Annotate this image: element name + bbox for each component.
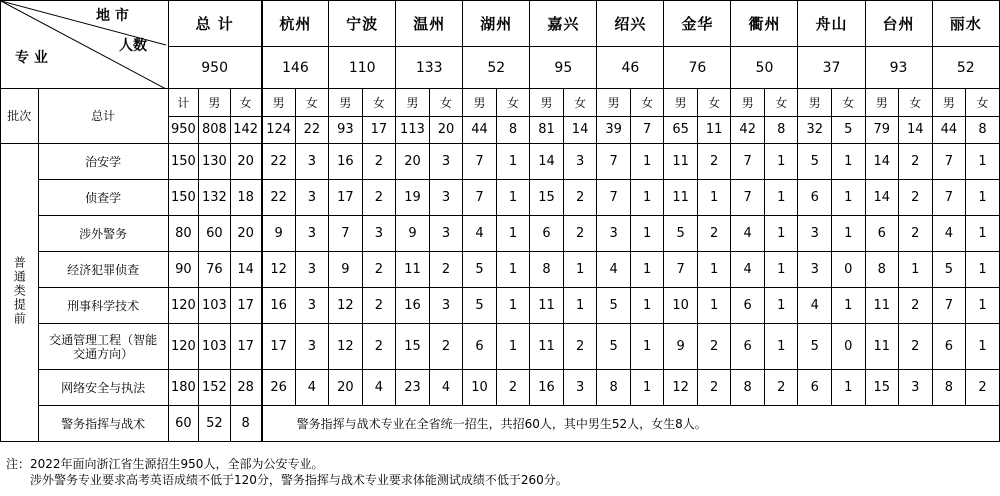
batch-total-cell: 808 bbox=[199, 117, 230, 144]
value-cell: 60 bbox=[199, 216, 230, 252]
value-cell: 1 bbox=[764, 144, 798, 180]
value-cell: 3 bbox=[429, 144, 463, 180]
value-cell: 6 bbox=[731, 288, 765, 324]
value-cell: 16 bbox=[530, 370, 564, 406]
batch-total-cell: 11 bbox=[697, 117, 731, 144]
value-cell: 6 bbox=[731, 324, 765, 370]
value-cell: 103 bbox=[199, 324, 230, 370]
value-cell: 1 bbox=[832, 144, 866, 180]
value-cell: 4 bbox=[731, 216, 765, 252]
value-cell: 6 bbox=[463, 324, 497, 370]
value-cell: 3 bbox=[563, 144, 597, 180]
value-cell: 1 bbox=[966, 216, 1000, 252]
value-cell: 3 bbox=[295, 252, 329, 288]
value-cell: 15 bbox=[396, 324, 430, 370]
value-cell: 150 bbox=[168, 180, 198, 216]
major-name: 警务指挥与战术 bbox=[38, 406, 168, 442]
value-cell: 4 bbox=[429, 370, 463, 406]
batch-total-cell: 14 bbox=[899, 117, 933, 144]
value-cell: 1 bbox=[697, 288, 731, 324]
value-cell: 11 bbox=[396, 252, 430, 288]
batch-total-cell: 7 bbox=[630, 117, 664, 144]
value-cell: 7 bbox=[463, 144, 497, 180]
value-cell: 3 bbox=[429, 216, 463, 252]
region-name: 温州 bbox=[396, 1, 463, 47]
value-cell: 6 bbox=[798, 370, 832, 406]
value-cell: 1 bbox=[899, 252, 933, 288]
sub-header-male: 男 bbox=[664, 89, 698, 117]
value-cell: 2 bbox=[362, 252, 396, 288]
value-cell: 2 bbox=[563, 324, 597, 370]
batch-total-cell: 81 bbox=[530, 117, 564, 144]
value-cell: 1 bbox=[496, 288, 530, 324]
value-cell: 1 bbox=[832, 180, 866, 216]
value-cell: 3 bbox=[798, 252, 832, 288]
region-name: 宁波 bbox=[329, 1, 396, 47]
value-cell: 8 bbox=[865, 252, 899, 288]
value-cell: 14 bbox=[530, 144, 564, 180]
value-cell: 11 bbox=[865, 324, 899, 370]
value-cell: 1 bbox=[966, 180, 1000, 216]
batch-total-cell: 124 bbox=[262, 117, 296, 144]
batch-total-cell: 17 bbox=[362, 117, 396, 144]
value-cell: 7 bbox=[463, 180, 497, 216]
sub-header-male: 男 bbox=[530, 89, 564, 117]
table-row bbox=[1, 216, 1000, 252]
value-cell: 1 bbox=[630, 144, 664, 180]
value-cell: 16 bbox=[262, 288, 296, 324]
value-cell: 2 bbox=[899, 216, 933, 252]
value-cell: 3 bbox=[295, 324, 329, 370]
table-row bbox=[1, 288, 1000, 324]
value-cell: 3 bbox=[295, 216, 329, 252]
major-name: 侦查学 bbox=[38, 180, 168, 216]
value-cell: 2 bbox=[697, 324, 731, 370]
value-cell: 2 bbox=[697, 370, 731, 406]
value-cell: 16 bbox=[329, 144, 363, 180]
value-cell: 2 bbox=[563, 180, 597, 216]
value-cell: 28 bbox=[230, 370, 262, 406]
sub-header-male: 男 bbox=[597, 89, 631, 117]
value-cell: 20 bbox=[230, 216, 262, 252]
value-cell: 2 bbox=[697, 216, 731, 252]
value-cell: 1 bbox=[630, 324, 664, 370]
value-cell: 1 bbox=[966, 288, 1000, 324]
sub-header-female: 女 bbox=[630, 89, 664, 117]
sub-header-male: 男 bbox=[329, 89, 363, 117]
value-cell: 0 bbox=[832, 324, 866, 370]
value-cell: 2 bbox=[764, 370, 798, 406]
value-cell: 1 bbox=[496, 324, 530, 370]
value-cell: 7 bbox=[597, 144, 631, 180]
value-cell: 12 bbox=[329, 324, 363, 370]
region-count: 133 bbox=[396, 47, 463, 89]
corner-major-label: 专 业 bbox=[15, 50, 48, 66]
sub-header-female: 女 bbox=[295, 89, 329, 117]
value-cell: 2 bbox=[899, 324, 933, 370]
value-cell: 1 bbox=[630, 216, 664, 252]
value-cell: 150 bbox=[168, 144, 198, 180]
major-name: 涉外警务 bbox=[38, 216, 168, 252]
table-row bbox=[1, 144, 1000, 180]
value-cell: 1 bbox=[697, 252, 731, 288]
value-cell: 8 bbox=[530, 252, 564, 288]
value-cell: 4 bbox=[597, 252, 631, 288]
value-cell: 120 bbox=[168, 288, 198, 324]
sub-header-male: 男 bbox=[865, 89, 899, 117]
value-cell: 4 bbox=[463, 216, 497, 252]
batch-total-cell: 79 bbox=[865, 117, 899, 144]
footnote-line: 注：2022年面向浙江省生源招生950人，全部为公安专业。 bbox=[6, 457, 324, 471]
value-cell: 7 bbox=[597, 180, 631, 216]
value-cell: 52 bbox=[199, 406, 230, 442]
value-cell: 3 bbox=[295, 144, 329, 180]
region-count: 93 bbox=[865, 47, 932, 89]
sub-header-female: 女 bbox=[496, 89, 530, 117]
value-cell: 7 bbox=[731, 180, 765, 216]
value-cell: 6 bbox=[798, 180, 832, 216]
batch-total-cell: 22 bbox=[295, 117, 329, 144]
value-cell: 4 bbox=[932, 216, 966, 252]
footnote-line: 涉外警务专业要求高考英语成绩不低于120分，警务指挥与战术专业要求体能测试成绩不低于260分。 bbox=[6, 473, 568, 487]
batch-total-cell: 93 bbox=[329, 117, 363, 144]
value-cell: 17 bbox=[230, 288, 262, 324]
value-cell: 4 bbox=[295, 370, 329, 406]
major-name: 经济犯罪侦查 bbox=[38, 252, 168, 288]
region-name: 台州 bbox=[865, 1, 932, 47]
footnotes bbox=[6, 456, 568, 488]
region-count: 52 bbox=[463, 47, 530, 89]
value-cell: 4 bbox=[798, 288, 832, 324]
value-cell: 17 bbox=[230, 324, 262, 370]
value-cell: 1 bbox=[966, 324, 1000, 370]
value-cell: 6 bbox=[865, 216, 899, 252]
value-cell: 10 bbox=[463, 370, 497, 406]
value-cell: 17 bbox=[262, 324, 296, 370]
value-cell: 2 bbox=[899, 288, 933, 324]
region-name: 衢州 bbox=[731, 1, 798, 47]
value-cell: 11 bbox=[865, 288, 899, 324]
value-cell: 8 bbox=[932, 370, 966, 406]
value-cell: 26 bbox=[262, 370, 296, 406]
value-cell: 152 bbox=[199, 370, 230, 406]
value-cell: 1 bbox=[630, 370, 664, 406]
value-cell: 15 bbox=[530, 180, 564, 216]
value-cell: 5 bbox=[664, 216, 698, 252]
region-count: 52 bbox=[932, 47, 999, 89]
sub-header-male: 男 bbox=[731, 89, 765, 117]
value-cell: 7 bbox=[329, 216, 363, 252]
value-cell: 8 bbox=[731, 370, 765, 406]
table-row bbox=[1, 406, 1000, 442]
value-cell: 7 bbox=[932, 180, 966, 216]
value-cell: 2 bbox=[362, 324, 396, 370]
value-cell: 1 bbox=[630, 252, 664, 288]
value-cell: 80 bbox=[168, 216, 198, 252]
value-cell: 7 bbox=[664, 252, 698, 288]
value-cell: 1 bbox=[832, 288, 866, 324]
batch-total-cell: 39 bbox=[597, 117, 631, 144]
sub-header-male: 男 bbox=[463, 89, 497, 117]
value-cell: 7 bbox=[932, 144, 966, 180]
value-cell: 6 bbox=[530, 216, 564, 252]
value-cell: 12 bbox=[329, 288, 363, 324]
corner-count-label: 人数 bbox=[119, 38, 147, 54]
region-count: 146 bbox=[262, 47, 329, 89]
batch-total-cell: 5 bbox=[832, 117, 866, 144]
sub-header-male: 男 bbox=[932, 89, 966, 117]
value-cell: 3 bbox=[429, 180, 463, 216]
value-cell: 2 bbox=[899, 144, 933, 180]
table-row bbox=[1, 180, 1000, 216]
value-cell: 2 bbox=[899, 180, 933, 216]
sub-header-male: 男 bbox=[798, 89, 832, 117]
table-row bbox=[1, 370, 1000, 406]
value-cell: 12 bbox=[262, 252, 296, 288]
batch-total-cell: 8 bbox=[966, 117, 1000, 144]
sub-header-female: 女 bbox=[966, 89, 1000, 117]
batch-total-cell: 20 bbox=[429, 117, 463, 144]
value-cell: 1 bbox=[630, 180, 664, 216]
value-cell: 1 bbox=[966, 144, 1000, 180]
major-name: 刑事科学技术 bbox=[38, 288, 168, 324]
table-row bbox=[1, 252, 1000, 288]
sub-header-female: 女 bbox=[362, 89, 396, 117]
value-cell: 11 bbox=[664, 144, 698, 180]
value-cell: 14 bbox=[865, 180, 899, 216]
sub-header-female: 女 bbox=[832, 89, 866, 117]
sub-header-female: 女 bbox=[429, 89, 463, 117]
value-cell: 3 bbox=[362, 216, 396, 252]
value-cell: 11 bbox=[664, 180, 698, 216]
value-cell: 130 bbox=[199, 144, 230, 180]
value-cell: 103 bbox=[199, 288, 230, 324]
batch-header: 批次 bbox=[1, 89, 39, 144]
batch-total-label: 总计 bbox=[38, 89, 168, 144]
value-cell: 1 bbox=[496, 144, 530, 180]
batch-total-cell: 8 bbox=[496, 117, 530, 144]
sub-header-female: 女 bbox=[764, 89, 798, 117]
value-cell: 2 bbox=[697, 144, 731, 180]
value-cell: 1 bbox=[764, 252, 798, 288]
table-row bbox=[1, 324, 1000, 370]
value-cell: 18 bbox=[230, 180, 262, 216]
value-cell: 1 bbox=[697, 180, 731, 216]
region-name: 嘉兴 bbox=[530, 1, 597, 47]
value-cell: 5 bbox=[597, 288, 631, 324]
batch-total-cell: 65 bbox=[664, 117, 698, 144]
value-cell: 5 bbox=[463, 288, 497, 324]
value-cell: 20 bbox=[396, 144, 430, 180]
value-cell: 2 bbox=[563, 216, 597, 252]
value-cell: 15 bbox=[865, 370, 899, 406]
value-cell: 5 bbox=[597, 324, 631, 370]
value-cell: 2 bbox=[362, 288, 396, 324]
sub-header-female: 女 bbox=[563, 89, 597, 117]
value-cell: 1 bbox=[966, 252, 1000, 288]
value-cell: 0 bbox=[832, 252, 866, 288]
value-cell: 5 bbox=[463, 252, 497, 288]
value-cell: 2 bbox=[496, 370, 530, 406]
region-name: 绍兴 bbox=[597, 1, 664, 47]
value-cell: 1 bbox=[832, 216, 866, 252]
value-cell: 22 bbox=[262, 144, 296, 180]
value-cell: 19 bbox=[396, 180, 430, 216]
batch-total-cell: 14 bbox=[563, 117, 597, 144]
sub-header-female: 女 bbox=[697, 89, 731, 117]
value-cell: 1 bbox=[764, 216, 798, 252]
value-cell: 12 bbox=[664, 370, 698, 406]
value-cell: 4 bbox=[362, 370, 396, 406]
value-cell: 5 bbox=[932, 252, 966, 288]
value-cell: 1 bbox=[764, 180, 798, 216]
value-cell: 1 bbox=[563, 252, 597, 288]
value-cell: 14 bbox=[230, 252, 262, 288]
corner-header bbox=[1, 1, 169, 89]
batch-total-cell: 44 bbox=[932, 117, 966, 144]
value-cell: 1 bbox=[764, 288, 798, 324]
merged-note-cell: 警务指挥与战术专业在全省统一招生，共招60人，其中男生52人，女生8人。 bbox=[262, 406, 1000, 442]
value-cell: 2 bbox=[966, 370, 1000, 406]
value-cell: 132 bbox=[199, 180, 230, 216]
value-cell: 1 bbox=[563, 288, 597, 324]
value-cell: 14 bbox=[865, 144, 899, 180]
sub-header-ji: 计 bbox=[168, 89, 198, 117]
corner-region-label: 地 市 bbox=[96, 8, 129, 24]
sub-header-male: 男 bbox=[396, 89, 430, 117]
value-cell: 2 bbox=[362, 180, 396, 216]
value-cell: 16 bbox=[396, 288, 430, 324]
major-name: 网络安全与执法 bbox=[38, 370, 168, 406]
value-cell: 5 bbox=[798, 144, 832, 180]
region-name: 杭州 bbox=[262, 1, 329, 47]
major-name: 交通管理工程（智能交通方向） bbox=[38, 324, 168, 370]
region-count: 76 bbox=[664, 47, 731, 89]
value-cell: 3 bbox=[563, 370, 597, 406]
value-cell: 76 bbox=[199, 252, 230, 288]
region-count: 110 bbox=[329, 47, 396, 89]
value-cell: 3 bbox=[429, 288, 463, 324]
value-cell: 7 bbox=[731, 144, 765, 180]
region-name: 丽水 bbox=[932, 1, 999, 47]
total-column-header: 总 计 bbox=[168, 1, 261, 47]
value-cell: 8 bbox=[597, 370, 631, 406]
region-name: 金华 bbox=[664, 1, 731, 47]
value-cell: 20 bbox=[329, 370, 363, 406]
value-cell: 6 bbox=[932, 324, 966, 370]
value-cell: 3 bbox=[899, 370, 933, 406]
value-cell: 1 bbox=[496, 252, 530, 288]
region-count: 50 bbox=[731, 47, 798, 89]
batch-name: 普通类提前 bbox=[12, 256, 27, 326]
value-cell: 3 bbox=[798, 216, 832, 252]
value-cell: 11 bbox=[530, 288, 564, 324]
value-cell: 9 bbox=[262, 216, 296, 252]
value-cell: 1 bbox=[832, 370, 866, 406]
value-cell: 9 bbox=[664, 324, 698, 370]
value-cell: 11 bbox=[530, 324, 564, 370]
batch-total-cell: 113 bbox=[396, 117, 430, 144]
batch-total-cell: 44 bbox=[463, 117, 497, 144]
value-cell: 2 bbox=[429, 252, 463, 288]
sub-header-female: 女 bbox=[899, 89, 933, 117]
value-cell: 60 bbox=[168, 406, 198, 442]
total-count: 950 bbox=[168, 47, 261, 89]
batch-total-cell: 32 bbox=[798, 117, 832, 144]
region-count: 46 bbox=[597, 47, 664, 89]
value-cell: 9 bbox=[396, 216, 430, 252]
value-cell: 10 bbox=[664, 288, 698, 324]
value-cell: 2 bbox=[429, 324, 463, 370]
value-cell: 3 bbox=[597, 216, 631, 252]
batch-name-cell bbox=[1, 144, 39, 442]
value-cell: 3 bbox=[295, 288, 329, 324]
value-cell: 1 bbox=[630, 288, 664, 324]
value-cell: 3 bbox=[295, 180, 329, 216]
region-count: 95 bbox=[530, 47, 597, 89]
sub-header-female: 女 bbox=[230, 89, 262, 117]
value-cell: 5 bbox=[798, 324, 832, 370]
value-cell: 1 bbox=[496, 216, 530, 252]
batch-total-cell: 42 bbox=[731, 117, 765, 144]
batch-total-cell: 8 bbox=[764, 117, 798, 144]
value-cell: 9 bbox=[329, 252, 363, 288]
region-count: 37 bbox=[798, 47, 865, 89]
value-cell: 17 bbox=[329, 180, 363, 216]
value-cell: 8 bbox=[230, 406, 262, 442]
value-cell: 1 bbox=[764, 324, 798, 370]
value-cell: 7 bbox=[932, 288, 966, 324]
sub-header-male: 男 bbox=[262, 89, 296, 117]
batch-total-cell: 950 bbox=[168, 117, 198, 144]
value-cell: 1 bbox=[496, 180, 530, 216]
sub-header-male: 男 bbox=[199, 89, 230, 117]
batch-total-cell: 142 bbox=[230, 117, 262, 144]
value-cell: 120 bbox=[168, 324, 198, 370]
value-cell: 23 bbox=[396, 370, 430, 406]
value-cell: 2 bbox=[362, 144, 396, 180]
value-cell: 20 bbox=[230, 144, 262, 180]
value-cell: 4 bbox=[731, 252, 765, 288]
major-name: 治安学 bbox=[38, 144, 168, 180]
region-name: 湖州 bbox=[463, 1, 530, 47]
region-name: 舟山 bbox=[798, 1, 865, 47]
value-cell: 22 bbox=[262, 180, 296, 216]
value-cell: 180 bbox=[168, 370, 198, 406]
value-cell: 90 bbox=[168, 252, 198, 288]
